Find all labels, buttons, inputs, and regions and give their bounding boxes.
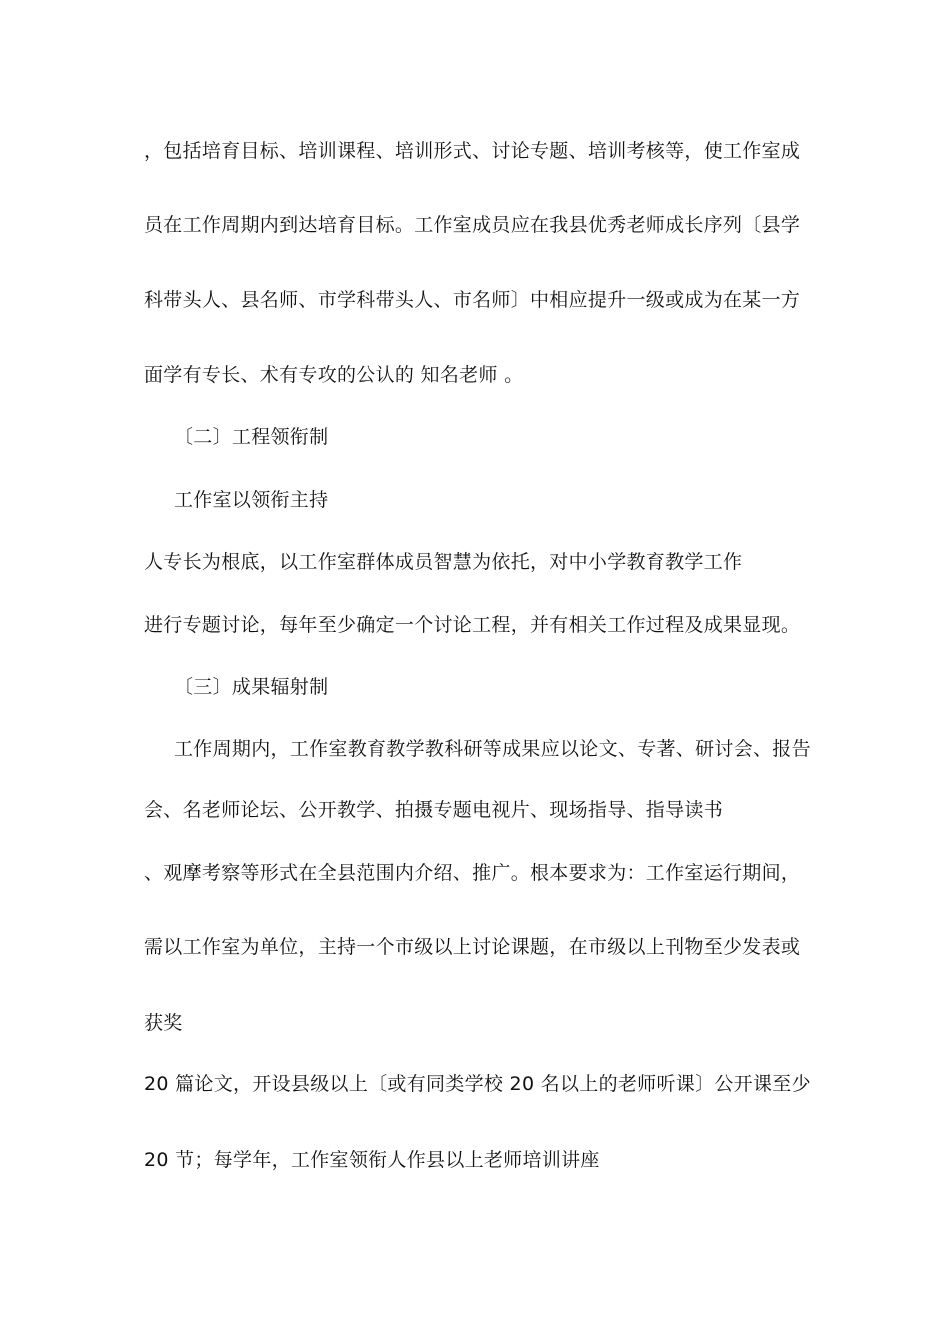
paragraph-line: ，包括培育目标、培训课程、培训形式、讨论专题、培训考核等，使工作室成 xyxy=(144,140,801,162)
paragraph-line: 会、名老师论坛、公开教学、拍摄专题电视片、现场指导、指导读书 xyxy=(144,799,724,821)
paragraph-line: 、观摩考察等形式在全县范围内介绍、推广。根本要求为：工作室运行期间， xyxy=(144,862,801,884)
paragraph-line: 工作周期内，工作室教育教学教科研等成果应以论文、专著、研讨会、报告 xyxy=(174,738,811,760)
paragraph-line: 需以工作室为单位，主持一个市级以上讨论课题，在市级以上刊物至少发表或 xyxy=(144,936,801,958)
paragraph-line: 获奖 xyxy=(144,1012,183,1034)
paragraph-line: 人专长为根底，以工作室群体成员智慧为依托，对中小学教育教学工作 xyxy=(144,551,743,573)
section-heading: 〔二〕工程领衔制 xyxy=(174,426,329,448)
paragraph-line: 20 篇论文，开设县级以上〔或有同类学校 20 名以上的老师听课〕公开课至少 xyxy=(144,1073,811,1095)
paragraph-line: 20 节；每学年，工作室领衔人作县以上老师培训讲座 xyxy=(144,1149,600,1171)
paragraph-line: 进行专题讨论，每年至少确定一个讨论工程，并有相关工作过程及成果显现。 xyxy=(144,614,801,636)
paragraph-line: 员在工作周期内到达培育目标。工作室成员应在我县优秀老师成长序列〔县学 xyxy=(144,214,801,236)
paragraph-line: 面学有专长、术有专攻的公认的 知名老师 。 xyxy=(144,364,524,386)
paragraph-line: 科带头人、县名师、市学科带头人、市名师〕中相应提升一级或成为在某一方 xyxy=(144,289,801,311)
section-heading: 〔三〕成果辐射制 xyxy=(174,676,329,698)
paragraph-line: 工作室以领衔主持 xyxy=(174,489,329,511)
